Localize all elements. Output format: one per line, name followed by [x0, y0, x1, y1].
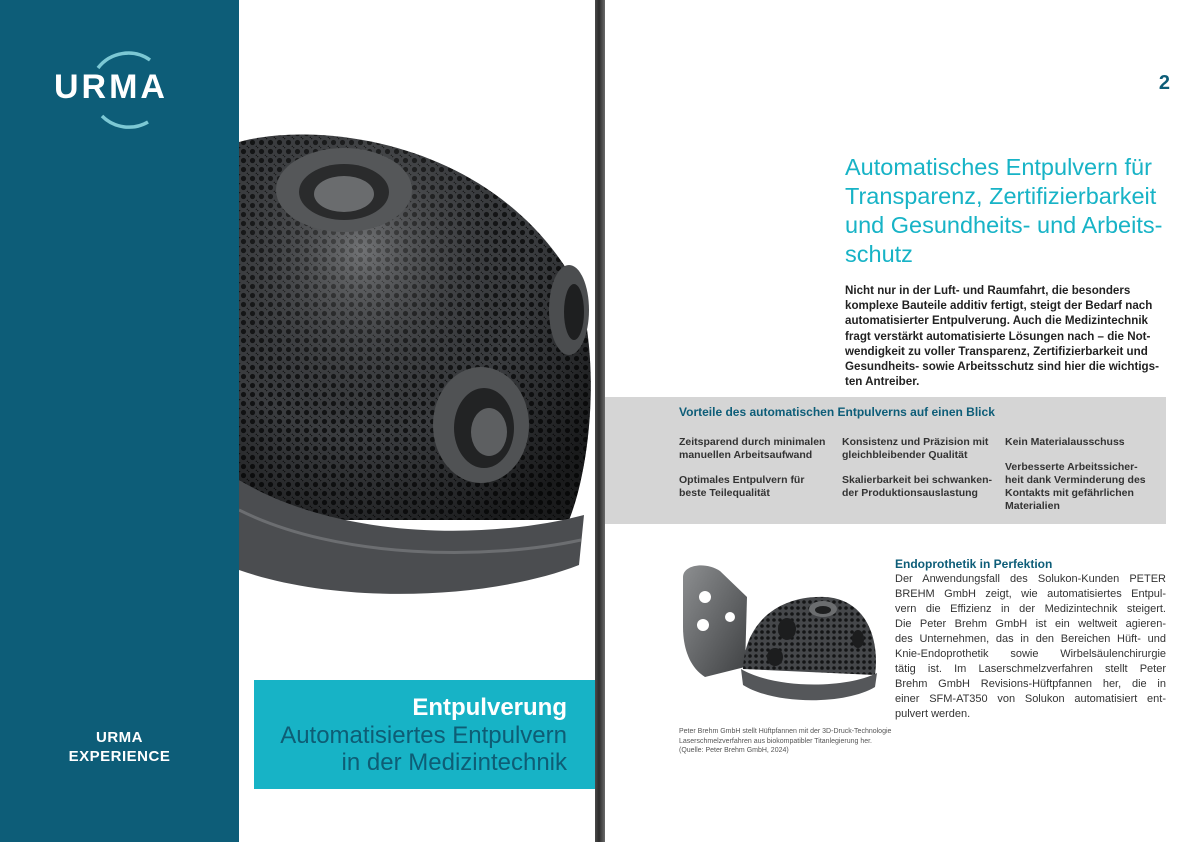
- headline-line: schutz: [845, 241, 913, 267]
- cover-title: Entpulverung: [412, 694, 567, 721]
- cover-title-box: [254, 680, 595, 789]
- case-line: des Unternehmen, das in den Bereichen Hüft- und: [895, 633, 1166, 645]
- case-line: tätig ist. Im Laserschmelzverfahren stellt Peter: [895, 663, 1166, 675]
- benefit-item: [1005, 436, 1125, 449]
- caption-line: Peter Brehm GmbH stellt Hüftpfannen mit der 3D-Druck-Technologie: [679, 728, 892, 735]
- footer-line-2: EXPERIENCE: [68, 748, 171, 765]
- logo-text: URMA: [54, 68, 168, 106]
- cover-subtitle-line-1: Automatisiertes Entpulvern: [280, 722, 567, 749]
- benefit-line: Verbesserte Arbeitssicher-: [1005, 461, 1138, 473]
- benefit-item: [842, 474, 992, 500]
- caption-line: Laserschmelzverfahren aus biokompatibler Titanlegierung her.: [679, 737, 872, 745]
- benefit-line: manuellen Arbeitsaufwand: [679, 449, 813, 461]
- benefit-line: Zeitsparend durch minimalen: [679, 436, 826, 448]
- benefits-box: [605, 397, 1166, 524]
- cover-page: [239, 0, 595, 842]
- intro-line: Gesundheits- sowie Arbeitsschutz sind hier die wichtigs-: [845, 360, 1159, 374]
- intro-line: Nicht nur in der Luft- und Raumfahrt, die besonders: [845, 284, 1131, 297]
- benefit-line: Skalierbarkeit bei schwanken-: [842, 474, 992, 486]
- headline-line: Transparenz, Zertifizierbarkeit: [845, 183, 1157, 209]
- hip-cup-image: [239, 120, 595, 640]
- benefit-line: Konsistenz und Präzision mit: [842, 436, 989, 448]
- benefit-item: [679, 474, 804, 500]
- intro-line: fragt verstärkt automatisierte Lösungen nach – die Not-: [845, 329, 1151, 343]
- case-line: Die Peter Brehm GmbH ist ein weltweit agieren-: [895, 618, 1166, 630]
- case-line: pulvert werden.: [895, 708, 971, 720]
- intro-line: automatisierter Entpulverung. Auch die Medizintechnik: [845, 314, 1148, 328]
- intro-paragraph: [845, 283, 1165, 389]
- headline-line: und Gesundheits- und Arbeits-: [845, 212, 1163, 238]
- footer-line-1: URMA: [96, 729, 143, 746]
- benefit-line: heit dank Verminderung des: [1005, 474, 1146, 486]
- case-line: BREHM GmbH zeigt, wie automatisiertes Entpul-: [895, 588, 1166, 600]
- caption-line: (Quelle: Peter Brehm GmbH, 2024): [679, 747, 789, 754]
- page-gutter: [595, 0, 605, 842]
- hip-cup-product-photo: [675, 557, 885, 722]
- case-line: Knie-Endoprothetik sowie Wirbelsäulenchirurgie: [895, 648, 1166, 660]
- benefit-line: beste Teilequalität: [679, 487, 770, 499]
- benefit-item: [679, 436, 825, 462]
- benefit-line: Materialien: [1005, 500, 1060, 512]
- intro-line: ten Antreiber.: [845, 375, 920, 389]
- article-headline: [845, 153, 1175, 269]
- urma-logo: [40, 50, 200, 130]
- urma-experience-label: [0, 728, 239, 766]
- case-line: Brehm GmbH Revisions-Hüftpfannen her, die in: [895, 678, 1166, 690]
- case-study-title: Endoprothetik in Perfektion: [895, 557, 1053, 571]
- case-line: Der Anwendungsfall des Solukon-Kunden PETER: [895, 573, 1166, 585]
- sidebar: [0, 0, 239, 842]
- page-number: 2: [1158, 72, 1170, 94]
- headline-line: Automatisches Entpulvern für: [845, 154, 1152, 180]
- benefit-line: Kein Materialausschuss: [1005, 436, 1125, 448]
- benefit-item: [842, 436, 988, 462]
- benefit-line: gleichbleibender Qualität: [842, 449, 968, 461]
- benefits-title: Vorteile des automatischen Entpulverns auf einen Blick: [679, 405, 995, 419]
- benefit-line: der Produktionsauslastung: [842, 487, 978, 499]
- benefit-item: [1005, 461, 1146, 513]
- case-line: einer SFM-AT350 von Solukon automatisiert ent-: [895, 693, 1166, 705]
- intro-line: komplexe Bauteile additiv fertigt, steigt der Bedarf nach: [845, 299, 1153, 313]
- benefit-line: Optimales Entpulvern für: [679, 474, 805, 486]
- case-line: vern die Effizienz in der Medizintechnik steigert.: [895, 603, 1166, 615]
- case-study-body: [895, 572, 1166, 722]
- image-caption: [679, 727, 891, 756]
- intro-line: wendigkeit zu voller Transparenz, Zertifizierbarkeit und: [845, 344, 1148, 358]
- cover-subtitle-line-2: in der Medizintechnik: [341, 749, 567, 776]
- benefit-line: Kontakts mit gefährlichen: [1005, 487, 1134, 499]
